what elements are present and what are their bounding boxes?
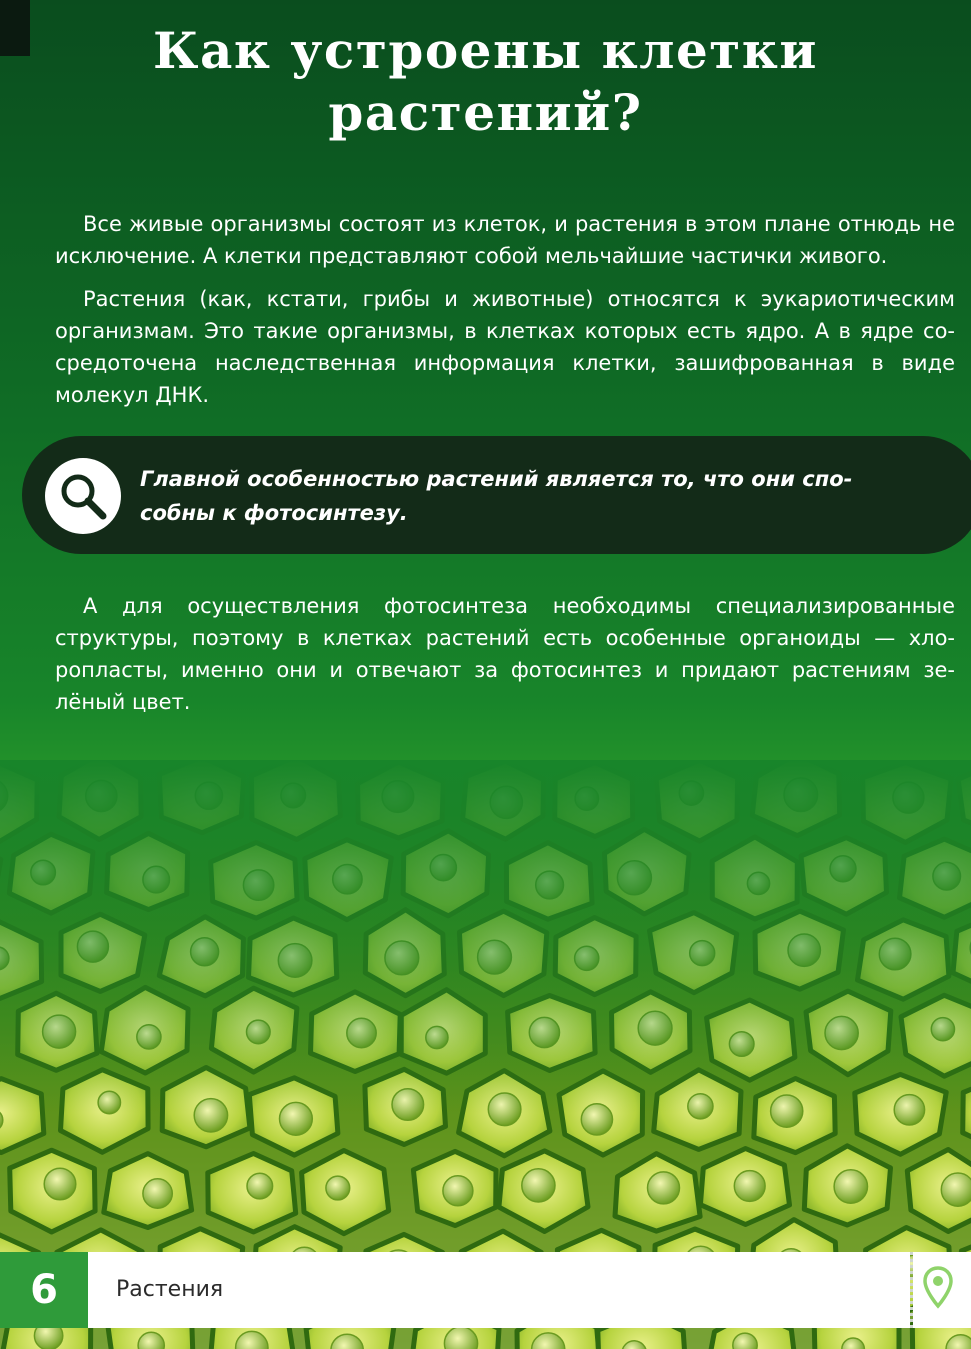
- paragraph-intro: Все живые организмы состоят из клеток, и растения в этом плане отнюдь не исключение. А клетки представляют собой мельчайшие частички живого.: [55, 212, 955, 268]
- paragraph-chloroplasts: А для осуществления фотосинтеза необходимы специализированные структуры, поэтому в клетках растений есть особенные органоиды — хло-ропласты, именно они и отвечают за фотосинтез и придают растениям зе-лёный цвет.: [55, 594, 955, 714]
- page-number: 6: [30, 1267, 58, 1313]
- page-number-box: [0, 1252, 88, 1328]
- callout-text: [140, 462, 940, 530]
- title-line-1: Как устроены клетки: [153, 21, 818, 80]
- callout-line-1: Главной особенностью растений является то, что они спо-: [140, 467, 853, 491]
- section-name: Растения: [116, 1277, 224, 1302]
- highlight-callout: [22, 436, 971, 554]
- title-line-2: растений?: [328, 83, 643, 142]
- footer-end: [913, 1252, 971, 1328]
- map-pin-icon: [923, 1266, 953, 1310]
- paragraph-eukaryotes: Растения (как, кстати, грибы и животные) относятся к эукариотическим организмам. Это такие организмы, в клетках которых есть ядро. А в ядре со-средоточена наследственная информация клетки, зашифрованная в виде молекул ДНК.: [55, 287, 955, 407]
- footer-bar: [88, 1252, 910, 1328]
- page-footer: [0, 1252, 971, 1328]
- callout-line-2: собны к фотосинтезу.: [140, 501, 408, 525]
- page-title: [0, 20, 971, 144]
- magnifier-icon: [45, 458, 121, 534]
